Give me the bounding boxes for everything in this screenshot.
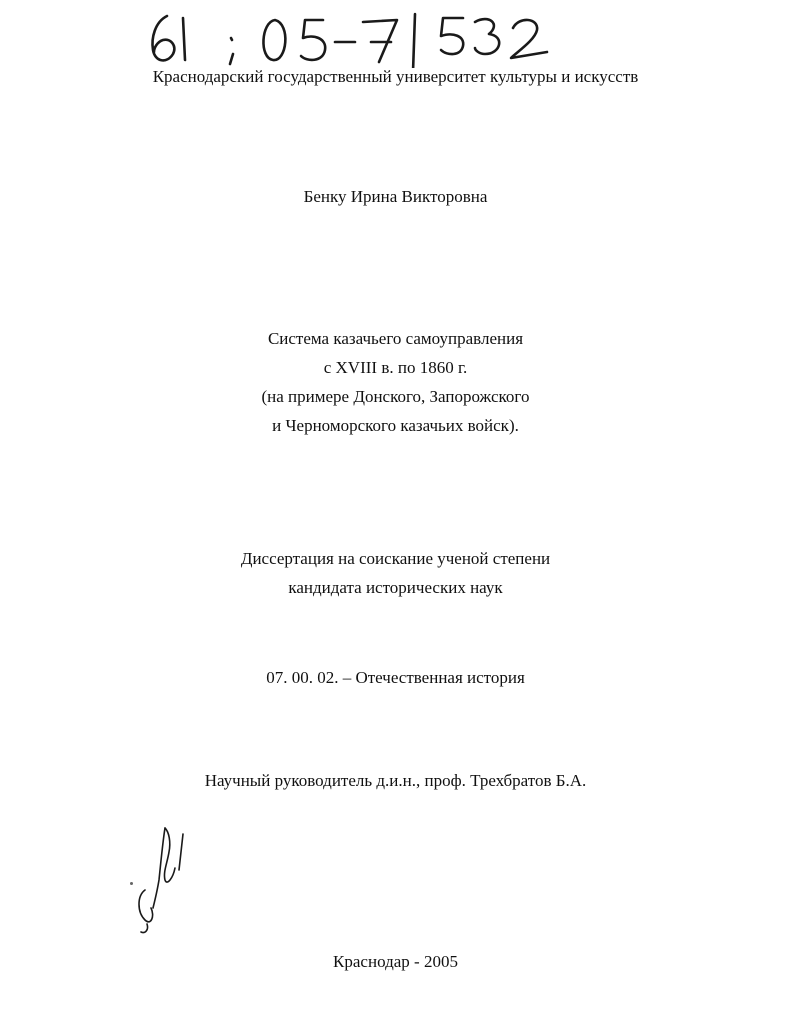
specialty: 07. 00. 02. – Отечественная история: [266, 668, 525, 687]
supervisor: Научный руководитель д.и.н., проф. Трехбратов Б.А.: [204, 771, 587, 790]
degree-line-2: кандидата исторических наук: [288, 578, 503, 597]
title-line-3: (на примере Донского, Запорожского: [261, 387, 530, 406]
handwritten-archive-code: [145, 8, 565, 68]
ink-speck: [130, 882, 133, 885]
title-line-2: с XVIII в. по 1860 г.: [323, 358, 468, 377]
title-line-1: Система казачьего самоуправления: [267, 329, 524, 348]
degree-line-1: Диссертация на соискание ученой степени: [240, 549, 551, 568]
place-and-year: Краснодар - 2005: [333, 952, 458, 971]
author-name: Бенку Ирина Викторовна: [303, 187, 488, 206]
handwritten-signature: [125, 820, 205, 940]
title-line-4: и Черноморского казачьих войск).: [272, 416, 519, 435]
university-name: Краснодарский государственный университет культуры и искусств: [152, 67, 639, 86]
